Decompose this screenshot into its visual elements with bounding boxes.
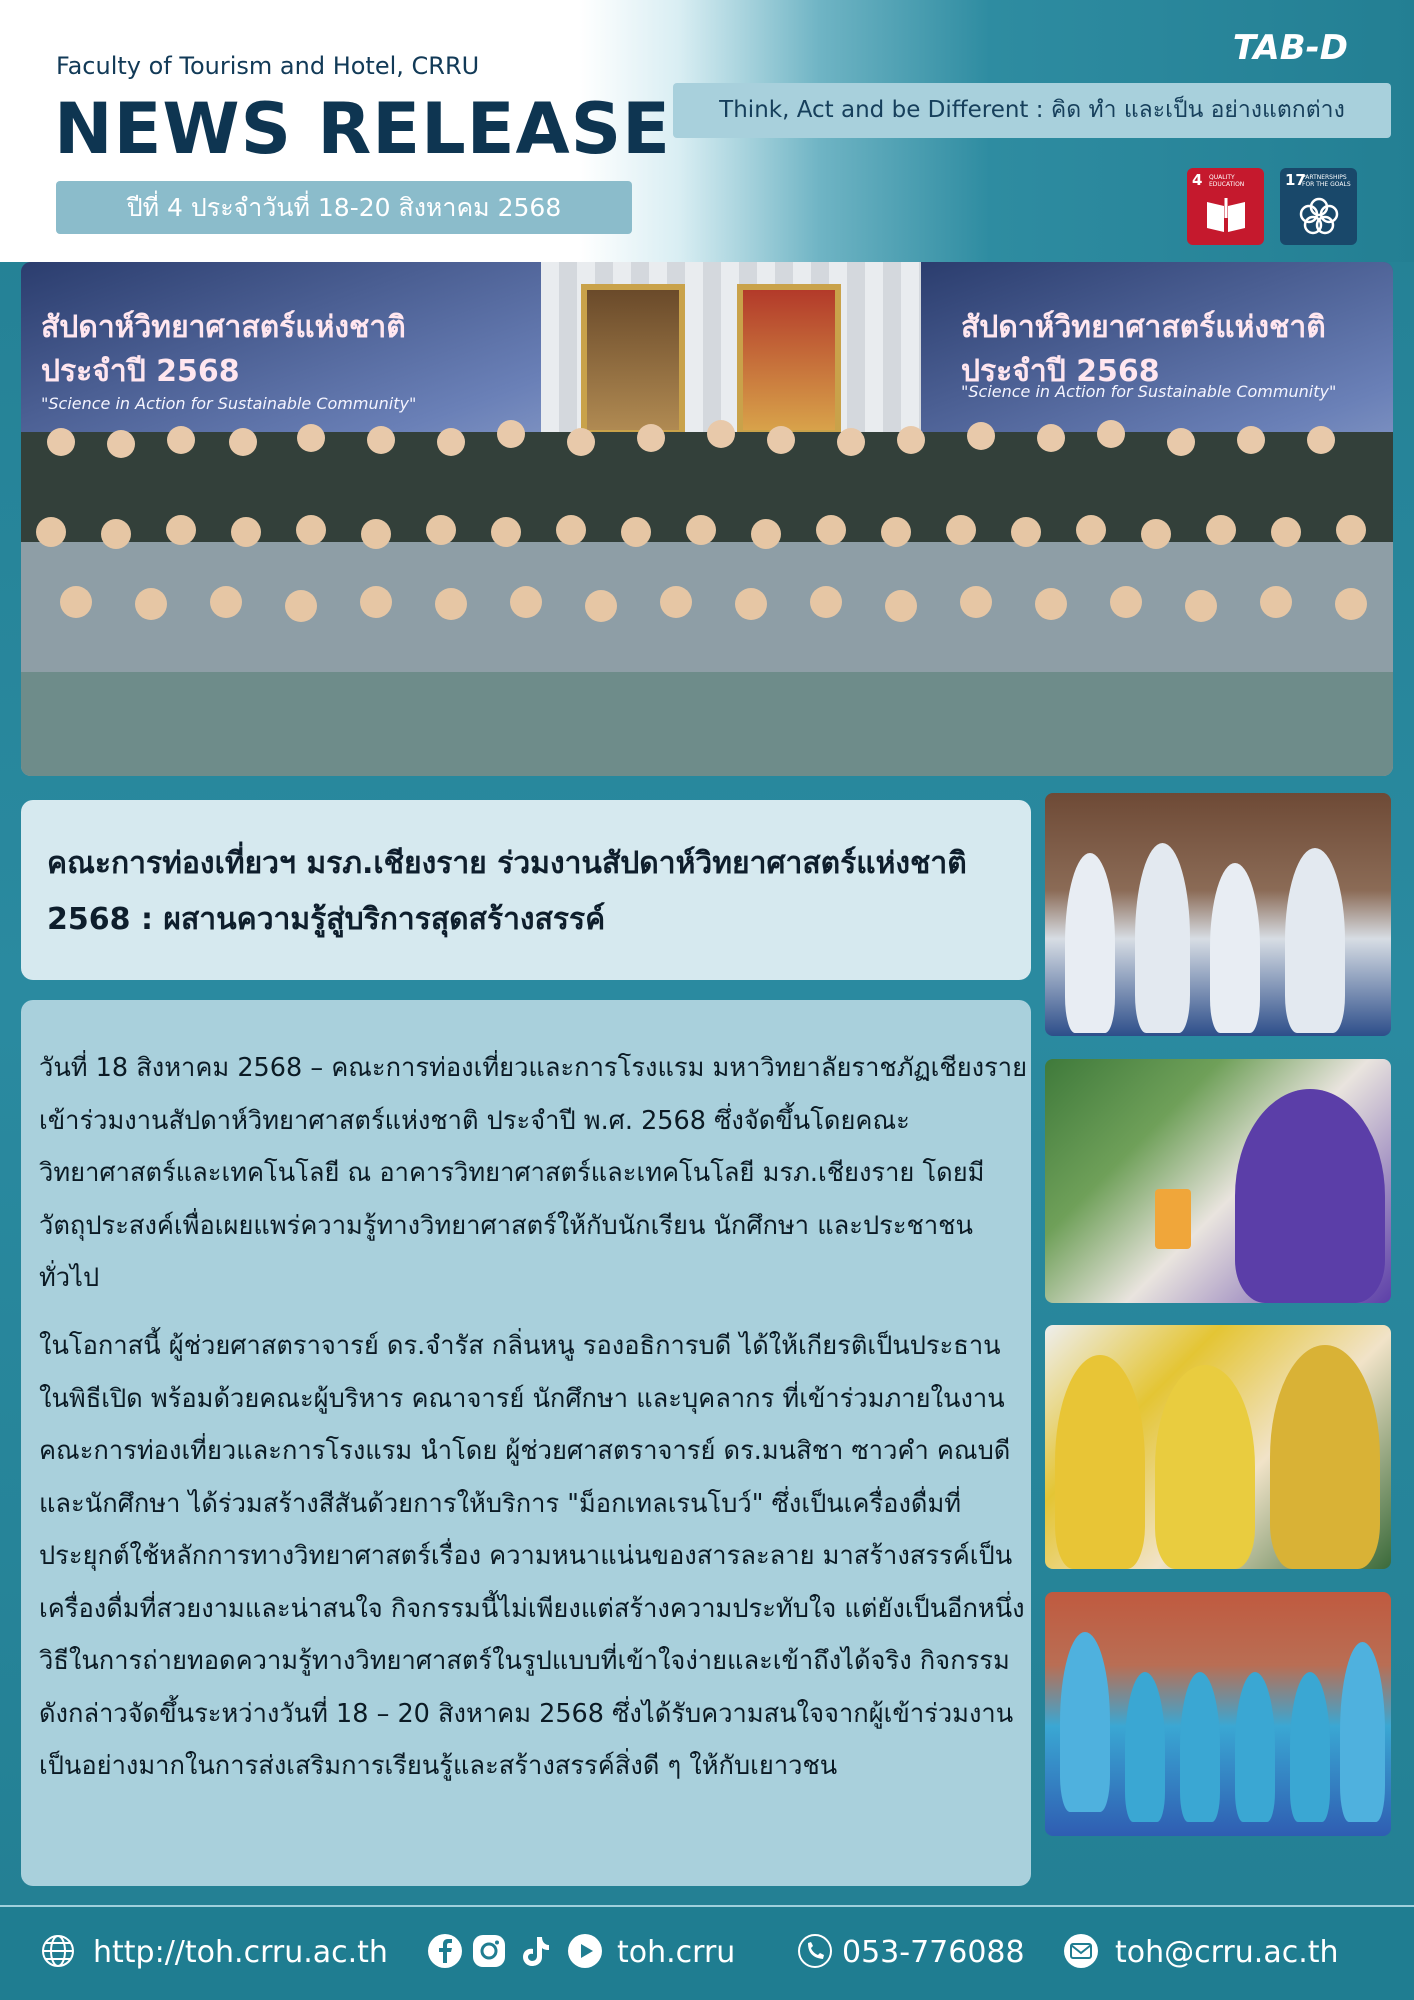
student-figure [1270,1345,1380,1569]
rainbow-drink [1155,1189,1191,1249]
student-figure [1210,863,1260,1033]
sdg-17-label: PARTNERSHIPS FOR THE GOALS [1302,174,1351,188]
photo-children-with-drinks [1045,1325,1391,1569]
tagline-banner: Think, Act and be Different : คิด ทำ และเป็น อย่างแตกต่าง [673,83,1391,138]
website-link[interactable]: http://toh.crru.ac.th [93,1935,388,1970]
student-figure [1125,1672,1165,1822]
footer [0,1905,1414,2000]
crowd-of-people [21,412,1393,776]
email-address[interactable]: toh@crru.ac.th [1115,1935,1339,1970]
student-figure [1285,848,1345,1033]
headline-box [21,800,1031,980]
issue-date-banner: ปีที่ 4 ประจำวันที่ 18-20 สิงหาคม 2568 [56,181,632,234]
header [0,0,1414,262]
screen-right-slogan: "Science in Action for Sustainable Community" [961,382,1337,401]
page-title: NEWS RELEASE [54,88,671,170]
student-figure [1290,1672,1330,1822]
facebook-icon[interactable] [427,1933,463,1969]
phone-number[interactable]: 053-776088 [842,1935,1025,1970]
group-photo [21,262,1393,776]
student-figure [1180,1672,1220,1822]
screen-left-year: ประจำปี 2568 [41,354,240,389]
article-headline: คณะการท่องเที่ยวฯ มรภ.เชียงราย ร่วมงานสัปดาห์วิทยาศาสตร์แห่งชาติ 2568 : ผสานความรู้สู่บริการสุดสร้างสรรค์ [47,846,967,937]
student-figure [1235,1089,1385,1303]
student-figure [1060,1632,1110,1812]
paragraph-2: ในโอกาสนี้ ผู้ช่วยศาสตราจารย์ ดร.จำรัส กลิ่นหนู รองอธิการบดี ได้ให้เกียรติเป็นประธานในพิธีเปิด พร้อมด้วยคณะผู้บริหาร คณาจารย์ นักศึกษา และบุคลากร ที่เข้าร่วมภายในงาน คณะการท่องเที่ยวและการโรงแรม นำโดย ผู้ช่วยศาสตราจารย์ ดร.มนสิชา ซาวคำ คณบดี และนักศึกษา ได้ร่วมสร้างสีสันด้วยการให้บริการ "ม็อกเทลเรนโบว์" ซึ่งเป็นเครื่องดื่มที่ประยุกต์ใช้หลักการทางวิทยาศาสตร์เรื่อง ความหนาแน่นของสารละลาย มาสร้างสรรค์เป็นเครื่องดื่มที่สวยงามและน่าสนใจ กิจกรรมนี้ไม่เพียงแต่สร้างความประทับใจ แต่ยังเป็นอีกหนึ่งวิธีในการถ่ายทอดความรู้ทางวิทยาศาสตร์ในรูปแบบที่เข้าใจง่ายและเข้าถึงได้จริง กิจกรรมดังกล่าวจัดขึ้นระหว่างวันที่ 18 – 20 สิงหาคม 2568 ซึ่งได้รับความสนใจจากผู้เข้าร่วมงานเป็นอย่างมากในการส่งเสริมการเรียนรู้และสร้างสรรค์สิ่งดี ๆ ให้กับเยาวชน [39,1331,1025,1781]
sdg-4-number: 4 [1192,171,1203,189]
sdg-17-number: 17 [1285,171,1306,189]
student-figure [1235,1672,1275,1822]
tab-label: TAB-D [1232,28,1348,68]
flower-rings-icon [1298,196,1340,236]
student-figure [1340,1642,1385,1822]
tiktok-icon[interactable] [517,1933,553,1969]
youtube-icon[interactable] [567,1933,603,1969]
phone-icon [797,1933,833,1969]
screen-left-title: สัปดาห์วิทยาศาสตร์แห่งชาติ [41,310,406,345]
globe-icon [40,1933,76,1969]
sdg-4-badge [1187,168,1264,245]
faculty-name: Faculty of Tourism and Hotel, CRRU [56,52,480,80]
screen-right-title: สัปดาห์วิทยาศาสตร์แห่งชาติ [961,310,1326,345]
student-figure [1135,843,1190,1033]
instagram-icon[interactable] [471,1933,507,1969]
student-figure [1065,853,1115,1033]
screen-right-year: ประจำปี 2568 [961,354,1160,389]
student-figure [1155,1365,1255,1569]
photo-pouring-mocktail [1045,1059,1391,1303]
book-icon [1205,196,1247,234]
sdg-4-label: QUALITY EDUCATION [1209,174,1245,188]
mail-icon [1063,1933,1099,1969]
photo-students-with-drinks [1045,793,1391,1036]
student-figure [1055,1355,1145,1569]
social-handle[interactable]: toh.crru [617,1935,736,1970]
article-body [21,1000,1031,1886]
paragraph-1: วันที่ 18 สิงหาคม 2568 – คณะการท่องเที่ยวและการโรงแรม มหาวิทยาลัยราชภัฏเชียงราย เข้าร่วมงานสัปดาห์วิทยาศาสตร์แห่งชาติ ประจำปี พ.ศ. 2568 ซึ่งจัดขึ้นโดยคณะวิทยาศาสตร์และเทคโนโลยี ณ อาคารวิทยาศาสตร์และเทคโนโลยี มรภ.เชียงราย โดยมีวัตถุประสงค์เพื่อเผยแพร่ความรู้ทางวิทยาศาสตร์ให้กับนักเรียน นักศึกษา และประชาชนทั่วไป [39,1053,1028,1293]
screen-left-slogan: "Science in Action for Sustainable Community" [41,394,417,413]
sdg-17-badge [1280,168,1357,245]
photo-kindergarten-group [1045,1592,1391,1836]
